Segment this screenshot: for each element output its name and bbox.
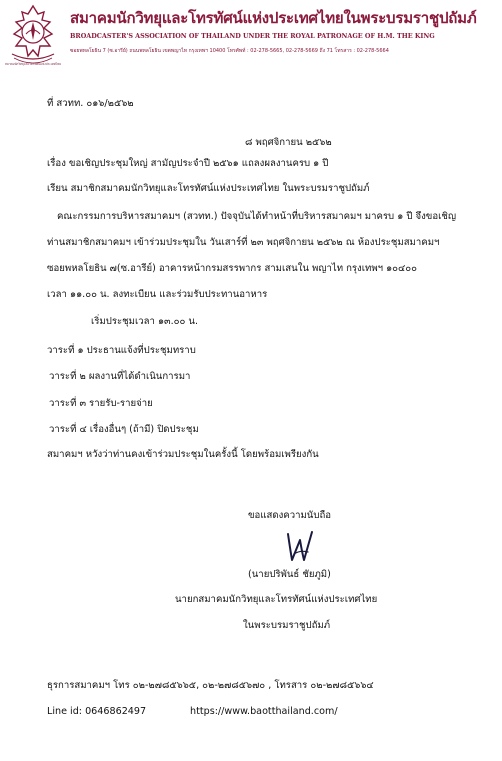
signature	[282, 530, 318, 564]
org-name-english: BROADCASTER'S ASSOCIATION OF THAILAND UNDER THE ROYAL PATRONAGE OF H.M. THE KING	[70, 32, 435, 40]
body-line: คณะกรรมการบริหารสมาคมฯ (สวทท.) ปัจจุบันได้ทำหน้าที่บริหารสมาคมฯ มาครบ ๑ ปี จึงขอเชิญ	[57, 211, 457, 222]
org-address: ซอยพหลโยธิน 7 (ซ.อารีย์) ถนนพหลโยธิน เขตพญาไท กรุงเทพฯ 10400 โทรศัพท์ : 02-278-5665, 02-278-5669 ถึง 71 โทรสาร : 02-278-5664	[70, 48, 389, 54]
logo-caption: สมาคมนักวิทยุและโทรทัศน์แห่งประเทศไทย	[5, 62, 61, 66]
signer-title-line2: ในพระบรมราชูปถัมภ์	[243, 620, 331, 631]
body-line: เวลา ๑๑.๐๐ น. ลงทะเบียน และร่วมรับประทานอาหาร	[47, 289, 268, 300]
signer-title: นายกสมาคมนักวิทยุและโทรทัศน์แห่งประเทศไทย	[175, 594, 378, 605]
agenda-item: วาระที่ ๔ เรื่องอื่นๆ (ถ้ามี) ปิดประชุม	[49, 424, 199, 435]
org-name-thai: สมาคมนักวิทยุและโทรทัศน์แห่งประเทศไทยในพระบรมราชูปถัมภ์	[70, 9, 477, 27]
regards: ขอแสดงความนับถือ	[248, 510, 332, 521]
meeting-start-time: เริ่มประชุมเวลา ๑๓.๐๐ น.	[91, 316, 199, 327]
subject-line: เรื่อง ขอเชิญประชุมใหญ่ สามัญประจำปี ๒๕๖๑ แถลงผลงานครบ ๑ ปี	[47, 158, 329, 169]
signer-name: (นายปริพันธ์ ชัยภูมิ)	[248, 569, 331, 580]
footer-contact: ธุรการสมาคมฯ โทร ๐๒-๒๗๘๕๖๖๕, ๐๒-๒๗๘๕๖๗๐ , โทรสาร ๐๒-๒๗๘๕๖๖๔	[47, 680, 374, 691]
agenda-item: วาระที่ ๑ ประธานแจ้งที่ประชุมทราบ	[47, 345, 196, 356]
agenda-item: วาระที่ ๒ ผลงานที่ได้ดำเนินการมา	[49, 371, 191, 382]
reference-number: ที่ สวทท. ๐๑๖/๒๕๖๒	[47, 98, 134, 109]
line-id: Line id: 0646862497	[47, 706, 147, 717]
recipient-line: เรียน สมาชิกสมาคมนักวิทยุและโทรทัศน์แห่งประเทศไทย ในพระบรมราชูปถัมภ์	[47, 183, 370, 194]
website-link[interactable]: https://www.baotthailand.com/	[190, 706, 338, 717]
agenda-item: วาระที่ ๓ รายรับ-รายจ่าย	[49, 398, 153, 409]
body-line: ซอยพหลโยธิน ๗(ซ.อารีย์) อาคารหน้ากรมสรรพากร สามเสนใน พญาไท กรุงเทพฯ ๑๐๔๐๐	[47, 263, 418, 274]
body-line: ท่านสมาชิกสมาคมฯ เข้าร่วมประชุมใน วันเสาร์ที่ ๒๓ พฤศจิกายน ๒๕๖๒ ณ ห้องประชุมสมาคมฯ	[47, 237, 440, 248]
closing-line: สมาคมฯ หวังว่าท่านคงเข้าร่วมประชุมในครั้งนี้ โดยพร้อมเพรียงกัน	[47, 449, 319, 460]
letterhead	[0, 0, 502, 80]
letter-date: ๘ พฤศจิกายน ๒๕๖๒	[245, 137, 332, 148]
